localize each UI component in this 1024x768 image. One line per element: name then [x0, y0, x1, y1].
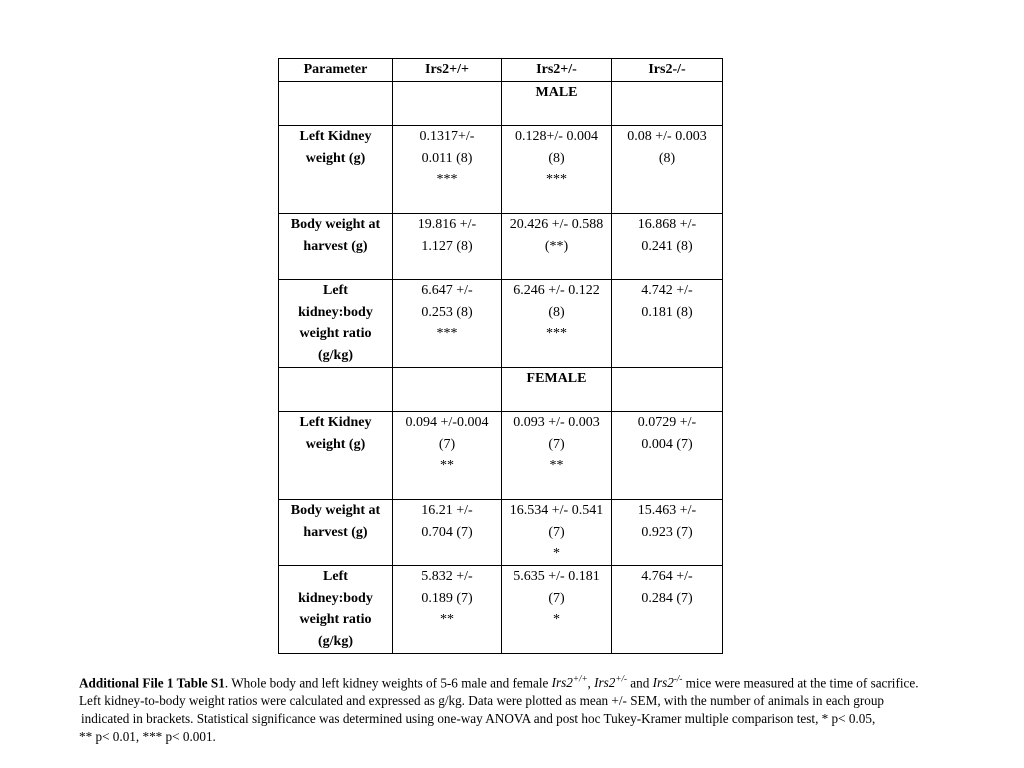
- value-cell-wt: 19.816 +/- 1.127 (8): [393, 214, 502, 280]
- table-row-male-body-weight-at-harvest: [279, 214, 723, 280]
- value-cell-wt: 5.832 +/- 0.189 (7) **: [393, 566, 502, 654]
- caption-title: Additional File 1 Table S1: [79, 675, 225, 691]
- header-irs2-het: Irs2+/-: [502, 59, 612, 82]
- section-label-female: FEMALE: [502, 368, 612, 412]
- caption-line-3: indicated in brackets. Statistical significance was determined using one-way ANOVA and post hoc Tukey-Kramer multiple comparison test, * p< 0.05,: [81, 711, 876, 727]
- parameter-cell: Left kidney:body weight ratio (g/kg): [279, 566, 393, 654]
- value-cell-het: 5.635 +/- 0.181 (7) *: [502, 566, 612, 654]
- parameter-cell: Left Kidney weight (g): [279, 126, 393, 214]
- header-row: [279, 59, 723, 82]
- female-body: [279, 412, 723, 654]
- caption-line-1: Additional File 1 Table S1. Whole body and left kidney weights of 5-6 male and female Irs2+/+, Irs2+/- and Irs2-/- mice were measured at the time of sacrifice.: [79, 674, 919, 691]
- table-row-female-body-weight-at-harvest: [279, 500, 723, 566]
- value-cell-ko: 16.868 +/- 0.241 (8): [612, 214, 723, 280]
- caption-line-2: Left kidney-to-body weight ratios were calculated and expressed as g/kg. Data were plotted as mean +/- SEM, with the number of animals in each group: [79, 693, 885, 709]
- value-cell-wt: 6.647 +/- 0.253 (8) ***: [393, 280, 502, 368]
- gene-irs2-wt: Irs2+/+: [551, 674, 588, 691]
- section-label-male: MALE: [502, 82, 612, 126]
- data-table: [278, 58, 723, 654]
- parameter-cell: Body weight at harvest (g): [279, 500, 393, 566]
- section-row-male: [279, 82, 723, 126]
- parameter-cell: Left Kidney weight (g): [279, 412, 393, 500]
- parameter-cell: Body weight at harvest (g): [279, 214, 393, 280]
- value-cell-het: 0.093 +/- 0.003 (7) **: [502, 412, 612, 500]
- table-row-male-kidney-body-weight-ratio: [279, 280, 723, 368]
- section-row-female: [279, 368, 723, 412]
- table-row-male-left-kidney-weight: [279, 126, 723, 214]
- male-body: [279, 126, 723, 368]
- value-cell-ko: 4.742 +/- 0.181 (8): [612, 280, 723, 368]
- value-cell-ko: 4.764 +/- 0.284 (7): [612, 566, 723, 654]
- value-cell-het: 6.246 +/- 0.122 (8) ***: [502, 280, 612, 368]
- header-irs2-wt: Irs2+/+: [393, 59, 502, 82]
- value-cell-wt: 16.21 +/- 0.704 (7): [393, 500, 502, 566]
- figure-caption: [79, 670, 999, 746]
- parameter-cell: Left kidney:body weight ratio (g/kg): [279, 280, 393, 368]
- gene-irs2-het: Irs2+/-: [594, 674, 627, 691]
- value-cell-het: 20.426 +/- 0.588 (**): [502, 214, 612, 280]
- header-irs2-ko: Irs2-/-: [612, 59, 723, 82]
- value-cell-het: 16.534 +/- 0.541 (7) *: [502, 500, 612, 566]
- table-row-female-kidney-body-weight-ratio: [279, 566, 723, 654]
- value-cell-ko: 0.08 +/- 0.003 (8): [612, 126, 723, 214]
- value-cell-wt: 0.1317+/- 0.011 (8) ***: [393, 126, 502, 214]
- value-cell-wt: 0.094 +/-0.004 (7) **: [393, 412, 502, 500]
- value-cell-het: 0.128+/- 0.004 (8) ***: [502, 126, 612, 214]
- table-row-female-left-kidney-weight: [279, 412, 723, 500]
- header-parameter: Parameter: [279, 59, 393, 82]
- value-cell-ko: 0.0729 +/- 0.004 (7): [612, 412, 723, 500]
- gene-irs2-ko: Irs2-/-: [652, 674, 683, 691]
- value-cell-ko: 15.463 +/- 0.923 (7): [612, 500, 723, 566]
- caption-line-4: ** p< 0.01, *** p< 0.001.: [79, 729, 216, 745]
